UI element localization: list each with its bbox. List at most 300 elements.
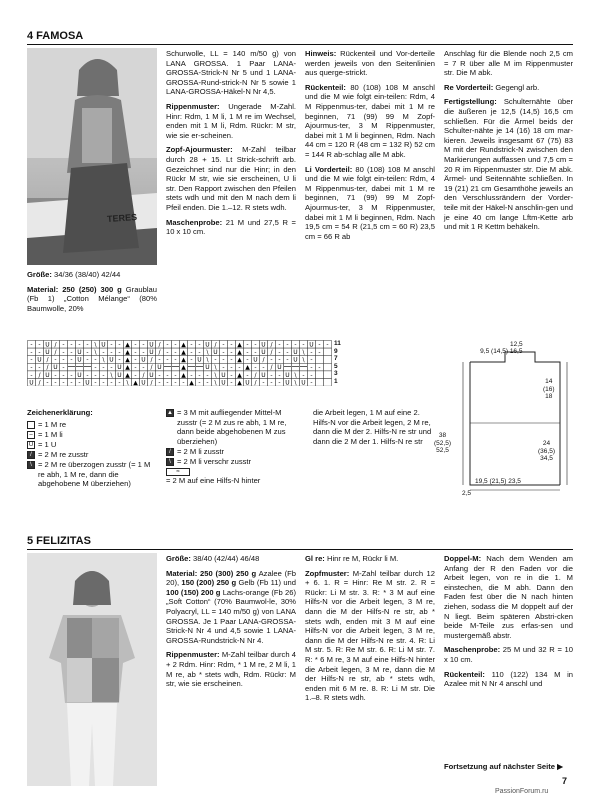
hinweis-text: Rückenteil und Vor-derteile werden jeweils von den Seitenlinien aus querge-strickt. xyxy=(305,49,435,78)
chart-symbol: - xyxy=(286,349,289,356)
chart-symbol: - xyxy=(38,349,41,356)
chart-symbol: ▲ xyxy=(189,379,194,386)
chart-symbol: - xyxy=(70,349,73,356)
chart-symbol: U xyxy=(205,364,210,372)
chart-cell xyxy=(316,379,324,387)
chart-symbol: \ xyxy=(126,379,129,386)
legend-item xyxy=(166,457,301,467)
chart-symbol: - xyxy=(254,341,257,349)
chart-symbol: - xyxy=(310,356,313,364)
row-number: 1 xyxy=(334,377,338,385)
chart-symbol: - xyxy=(278,371,281,379)
row-number: 3 xyxy=(334,370,338,378)
p2tog-icon: / xyxy=(166,448,174,456)
garment-schematic xyxy=(434,340,575,500)
chart-symbol: - xyxy=(70,341,73,349)
chart-symbol: - xyxy=(326,341,329,349)
schematic-measure: (36,5) xyxy=(538,447,555,455)
chart-symbol: - xyxy=(198,379,201,386)
chart-cell xyxy=(300,363,308,371)
zopf-ajourmuster-label: Zopf-Ajourmuster: xyxy=(166,145,233,155)
chart-symbol: - xyxy=(222,364,225,372)
chart-symbol: - xyxy=(30,349,33,356)
schematic-measure: 52,5 xyxy=(436,447,449,455)
chart-cell xyxy=(196,363,204,371)
size-label: Größe: xyxy=(27,270,52,279)
schematic-measure: 18 xyxy=(545,393,553,401)
chart-symbol: - xyxy=(46,379,49,386)
rueckenteil-text: 110 (122) 134 M in Azalee mit N Nr 4 anschl und xyxy=(444,669,573,689)
chart-symbol: - xyxy=(318,349,321,356)
row-number: 5 xyxy=(334,362,338,370)
felizitas-col-2 xyxy=(166,554,296,694)
chart-symbol: \ xyxy=(206,349,209,356)
chart-symbol: U xyxy=(157,364,162,372)
chart-symbol: - xyxy=(206,379,209,386)
chart-symbol: \ xyxy=(214,371,217,379)
knitting-chart-grid xyxy=(27,340,332,386)
chart-symbol: U xyxy=(85,379,90,386)
legend-title: Zeichenerklärung: xyxy=(27,408,93,417)
chart-symbol: / xyxy=(270,341,273,349)
chart-symbol: / xyxy=(46,356,49,364)
section-header-famosa: 4 FAMOSA xyxy=(27,30,573,45)
chart-symbol: ▲ xyxy=(237,356,242,364)
chart-cell xyxy=(324,363,332,371)
chart-symbol: U xyxy=(77,349,82,356)
chart-symbol: - xyxy=(166,379,169,386)
chart-symbol: - xyxy=(118,341,121,349)
legend-item xyxy=(27,430,152,440)
chart-cell xyxy=(284,363,292,371)
chart-symbol: U xyxy=(261,371,266,379)
material-label: Material: 250 (300) 250 g xyxy=(166,568,257,578)
chart-symbol: - xyxy=(94,364,97,372)
chart-symbol: - xyxy=(246,356,249,364)
chart-symbol: - xyxy=(190,349,193,356)
chart-symbol: - xyxy=(174,349,177,356)
chart-symbol: - xyxy=(86,371,89,379)
chart-symbol: - xyxy=(270,379,273,386)
chart-symbol: - xyxy=(62,371,65,379)
rippenmuster-text: Ungerade M-Zahl. Hinr: Rdm, 1 M li, 1 M re im Wechsel, enden mit 1 M li, Rdm. Rückr: M str, wie sie er-scheinen. xyxy=(166,101,296,140)
chart-symbol: - xyxy=(30,364,33,372)
chart-symbol: U xyxy=(277,364,282,372)
fertigstellung-label: Fertigstellung: xyxy=(444,97,497,107)
chart-cell xyxy=(324,379,332,387)
chart-symbol: - xyxy=(30,371,33,379)
doppel-m-text: Nach dem Wenden am Anfang der R den Faden vor die Arbeit legen, von re in die 1. M einstechen, die M abh. Dann den Faden fest über die N nach hinten ziehen, sodass die M doppelt auf der N liegt. Beim späteren Abstri-cken beide M-Teile zus erfas-sen und mustergemäß abstr. xyxy=(444,554,573,640)
chart-cell xyxy=(316,371,324,379)
zopf-ajourmuster-text: M-Zahl teilbar durch 28 + 15. Lt Strick-schrift arb. Gezeichnet sind nur die Hinr; in den Rückr M str, wie sie erscheinen, U li str. Den Rapport zwischen den Pfeilen stets wdh und mit den M nach dem li Pfeil enden. Die 1.–12. R stets wdh. xyxy=(166,145,296,212)
chart-symbol: U xyxy=(261,341,266,349)
chart-symbol: - xyxy=(38,341,41,349)
material-continued: Schurwolle, LL = 140 m/50 g) von LANA GROSSA. 1 Paar LANA-GROSSA-Strick-N Nr 5 und 1 LANA-GROSSA-Rund-strick-N Nr 5 sowie 1 LANA-GROSSA-Häkel-N Nr 4,5. xyxy=(166,49,296,97)
chart-symbol: - xyxy=(102,379,105,386)
chart-symbol: / xyxy=(262,356,265,364)
chart-symbol: - xyxy=(294,341,297,349)
legend-text: = 2 M li zusstr xyxy=(177,446,225,456)
cable-icon: ≈ xyxy=(166,468,190,476)
chart-symbol: - xyxy=(230,379,233,386)
chart-symbol: - xyxy=(214,356,217,364)
chart-symbol: U xyxy=(45,371,50,379)
chart-symbol: - xyxy=(262,364,265,372)
chart-symbol: \ xyxy=(214,379,217,386)
chart-symbol: - xyxy=(62,356,65,364)
chart-symbol: - xyxy=(166,349,169,356)
famosa-col-4 xyxy=(444,49,573,237)
chart-symbol: U xyxy=(149,349,154,356)
chart-symbol: - xyxy=(310,364,313,372)
li-vorderteil-label: Li Vorderteil: xyxy=(305,164,353,174)
material-text: Azalee (Fb 20), xyxy=(166,568,296,588)
chart-symbol: ▲ xyxy=(181,356,186,364)
chart-symbol: - xyxy=(142,341,145,349)
row-number: 9 xyxy=(334,347,338,355)
chart-symbol: / xyxy=(150,379,153,386)
schematic-right-upper xyxy=(543,378,555,401)
chart-cell xyxy=(68,363,76,371)
rippenmuster-label: Rippenmuster: xyxy=(166,101,220,111)
chart-symbol: / xyxy=(38,379,41,386)
rueckenteil-text: 80 (108) 108 M anschl und die M wie folgt ein-teilen: Rdm, 4 M Rippenmus-ter, dabei mit 1 M re beginnen, 71 (99) 99 M Zopf-Ajourmus-ter, 3 M Rippenmuster, dabei mit 1 M li beginnen, Rdm. Nach 44 cm = 120 R (48 cm = 132 R) 52 cm = 144 R ab-schlag alle M abk. xyxy=(305,82,435,159)
chart-symbol: - xyxy=(70,356,73,364)
chart-symbol: ▲ xyxy=(181,364,186,372)
chart-symbol: - xyxy=(142,349,145,356)
chart-symbol: - xyxy=(222,356,225,364)
legend-item xyxy=(166,408,301,446)
chart-symbol: - xyxy=(310,371,313,379)
chart-symbol: U xyxy=(285,379,290,386)
chart-symbol: \ xyxy=(294,379,297,386)
chart-symbol: / xyxy=(254,379,257,386)
chart-symbol: ▲ xyxy=(133,379,138,386)
chart-symbol: ▲ xyxy=(237,349,242,356)
chart-symbol: U xyxy=(109,356,114,364)
chart-symbol: - xyxy=(230,349,233,356)
chart-symbol: \ xyxy=(302,349,305,356)
chart-cell xyxy=(84,363,92,371)
chart-symbol: / xyxy=(38,371,41,379)
chart-symbol: / xyxy=(270,349,273,356)
li-vorderteil-text: 80 (108) 108 M anschl und die M wie folgt ein-teilen: Rdm, 4 M Rippenmus-ter, dabei mit 1 M re beginnen, 71 (99) 99 M Zopf-Ajourmus-ter, 3 M Rippenmuster, dabei mit 1 M li beginnen, Rdm. Nach 19,5 cm = 54 R (21,5 cm = 60 R) 23,5 cm = 66 R ab xyxy=(305,164,435,241)
chart-symbol: \ xyxy=(102,356,105,364)
chart-symbol: U xyxy=(253,356,258,364)
yarn-over-icon: U xyxy=(28,441,34,448)
chart-symbol: - xyxy=(286,356,289,364)
chart-symbol: - xyxy=(278,379,281,386)
chart-symbol: - xyxy=(190,356,193,364)
chart-symbol: - xyxy=(278,349,281,356)
chart-cell xyxy=(324,348,332,356)
legend-item xyxy=(27,440,152,450)
chart-symbol: - xyxy=(246,341,249,349)
size-label: Größe: xyxy=(166,554,191,563)
chart-symbol: \ xyxy=(110,371,113,379)
p2tog-tbl-icon: \ xyxy=(166,458,174,466)
felizitas-col-4 xyxy=(444,554,573,694)
chart-symbol: - xyxy=(142,364,145,372)
chart-symbol: ▲ xyxy=(181,349,186,356)
famosa-col-1 xyxy=(27,270,157,318)
size-value: 38/40 (42/44) 46/48 xyxy=(190,554,260,563)
chart-symbol: - xyxy=(198,341,201,349)
chart-symbol: - xyxy=(62,341,65,349)
chart-symbol: U xyxy=(45,341,50,349)
chart-symbol: ▲ xyxy=(181,341,186,349)
material-amount: 150 (200) 250 g xyxy=(181,578,237,588)
chart-symbol: - xyxy=(110,379,113,386)
schematic-measure: 19,5 (21,5) 23,5 xyxy=(475,478,521,485)
schematic-right-lower xyxy=(538,440,555,463)
legend-item xyxy=(27,450,152,460)
chart-symbol: - xyxy=(262,379,265,386)
chart-symbol: ▲ xyxy=(125,364,130,372)
legend-text: = 1 M re xyxy=(38,419,67,429)
chart-symbol: - xyxy=(174,341,177,349)
chart-symbol: U xyxy=(149,341,154,349)
chart-symbol: - xyxy=(38,364,41,372)
chart-symbol: / xyxy=(46,364,49,372)
legend-text: = 1 U xyxy=(38,439,57,449)
chart-symbol: - xyxy=(134,364,137,372)
chart-symbol: - xyxy=(286,341,289,349)
chart-symbol: - xyxy=(310,379,313,386)
chart-symbol: - xyxy=(158,379,161,386)
chart-symbol: - xyxy=(62,364,65,372)
schematic-measure: 14 xyxy=(545,378,553,385)
blende-text: Anschlag für die Blende noch 2,5 cm = 7 R über alle M im Rippenmuster str. Die M abk. xyxy=(444,49,573,78)
chart-symbol: - xyxy=(110,364,113,372)
chart-symbol: - xyxy=(278,341,281,349)
chart-symbol: - xyxy=(254,349,257,356)
chart-symbol: - xyxy=(238,364,241,372)
chart-symbol: - xyxy=(134,356,137,364)
chart-symbol: / xyxy=(54,341,57,349)
chart-symbol: - xyxy=(134,371,137,379)
chart-symbol: - xyxy=(190,341,193,349)
continuation-note[interactable]: Fortsetzung auf nächster Seite ▶ xyxy=(444,762,563,771)
chart-symbol: U xyxy=(213,349,218,356)
chart-symbol: - xyxy=(230,356,233,364)
chart-symbol: - xyxy=(62,379,65,386)
row-number: 11 xyxy=(334,340,341,347)
section-header-felizitas: 5 FELIZITAS xyxy=(27,535,573,550)
chart-symbol: - xyxy=(70,379,73,386)
chart-symbol: - xyxy=(222,341,225,349)
chart-symbol: - xyxy=(318,364,321,372)
schematic-measure: 12,5 xyxy=(510,341,523,348)
rippenmuster-text: M-Zahl teilbar durch 4 + 2 Rdm. Hinr: Rdm, * 1 M re, 2 M li, 1 M re, ab * stets wdh, Rdm. Rückr: M str, wie sie erscheinen. xyxy=(166,650,296,689)
schematic-drawing xyxy=(440,340,575,500)
chart-symbol: U xyxy=(37,356,42,364)
chart-symbol: - xyxy=(302,371,305,379)
cdd-icon: ▲ xyxy=(167,410,173,416)
chart-cell xyxy=(324,356,332,364)
chart-symbol: U xyxy=(77,371,82,379)
chart-symbol: ▲ xyxy=(237,379,242,386)
chart-symbol: U xyxy=(141,356,146,364)
chart-symbol: \ xyxy=(94,349,97,356)
legend-text: = 1 M li xyxy=(38,429,63,439)
gl-re-text: Hinr re M, Rückr li M. xyxy=(324,554,399,563)
chart-symbol: - xyxy=(86,341,89,349)
chart-symbol: - xyxy=(70,371,73,379)
chart-symbol: / xyxy=(214,341,217,349)
famosa-col-3 xyxy=(305,49,435,246)
hinweis-label: Hinweis: xyxy=(305,49,337,58)
chart-symbol: - xyxy=(318,341,321,349)
chart-symbol: - xyxy=(206,371,209,379)
size-value: 34/36 (38/40) 42/44 xyxy=(51,270,121,279)
chart-symbol: U xyxy=(117,371,122,379)
chart-symbol: U xyxy=(117,364,122,372)
chart-symbol: - xyxy=(118,356,121,364)
legend-text: = 2 M li verschr zusstr xyxy=(177,456,252,466)
chart-symbol: \ xyxy=(302,356,305,364)
chart-symbol: U xyxy=(141,379,146,386)
chart-symbol: / xyxy=(142,371,145,379)
chart-cell xyxy=(76,363,84,371)
chart-symbol: - xyxy=(86,349,89,356)
chart-symbol: / xyxy=(150,356,153,364)
felizitas-photo-illustration xyxy=(27,553,157,786)
legend-col-2 xyxy=(166,408,301,486)
chart-symbol: ▲ xyxy=(125,356,130,364)
chart-symbol: \ xyxy=(214,364,217,372)
legend-item xyxy=(166,467,301,486)
chart-symbol: \ xyxy=(294,371,297,379)
chart-cell xyxy=(188,363,196,371)
famosa-photo-illustration xyxy=(27,48,157,265)
material-label: Material: 250 (250) 300 g xyxy=(27,284,122,294)
gl-re-label: Gl re: xyxy=(305,554,325,563)
felizitas-col-3 xyxy=(305,554,435,708)
schematic-left xyxy=(434,432,451,455)
material-amount: 100 (150) 200 g xyxy=(166,587,221,597)
material-text: Graublau (Fb 1) „Cotton Mélange“ (80% Baumwolle, 20% xyxy=(27,284,157,313)
schematic-measure: 9,5 xyxy=(480,348,490,355)
chart-symbol: - xyxy=(86,356,89,364)
chart-symbol: - xyxy=(158,356,161,364)
re-vorderteil-label: Re Vorderteil: xyxy=(444,82,494,92)
chart-symbol: U xyxy=(45,349,50,356)
chart-symbol: \ xyxy=(206,356,209,364)
chart-symbol: - xyxy=(222,349,225,356)
chart-symbol: U xyxy=(197,356,202,364)
chart-cell xyxy=(172,363,180,371)
watermark: PassionForum.ru xyxy=(495,788,549,795)
chart-symbol: ▲ xyxy=(237,371,242,379)
chart-row-numbers xyxy=(334,340,341,386)
chart-symbol: U xyxy=(293,349,298,356)
chart-cell xyxy=(164,363,172,371)
purl-stitch-icon: – xyxy=(27,431,35,439)
legend-text: = 3 M mit aufliegender Mittel-M zusstr (= 2 M zus re abh, 1 M re, dann beide abgehobenen M zus überziehen) xyxy=(177,408,287,446)
chart-symbol: / xyxy=(270,364,273,372)
chart-symbol: - xyxy=(134,349,137,356)
chart-symbol: - xyxy=(94,379,97,386)
maschenprobe-text: 21 M und 27,5 R = 10 x 10 cm. xyxy=(166,217,296,237)
chart-symbol: - xyxy=(94,356,97,364)
maschenprobe-label: Maschenprobe: xyxy=(166,217,223,227)
chart-symbol: U xyxy=(301,379,306,386)
chart-symbol: U xyxy=(309,341,314,349)
chart-symbol: U xyxy=(77,356,82,364)
chart-cell xyxy=(316,356,324,364)
chart-symbol: U xyxy=(221,379,226,386)
chart-symbol: - xyxy=(118,349,121,356)
schematic-measure: 24 xyxy=(542,440,551,447)
chart-symbol: - xyxy=(182,379,185,386)
legend-cable-continued: die Arbeit legen, 1 M auf eine 2. Hilfs-N vor die Arbeit legen, 2 M re, dann die M der 2. Hilfs-N re str und dann die 2 M der 1. Hilfs-N re str xyxy=(313,408,432,446)
chart-symbol: - xyxy=(278,356,281,364)
rueckenteil-label: Rückenteil: xyxy=(305,82,346,92)
legend-col-3 xyxy=(313,408,433,446)
chart-symbol: - xyxy=(174,379,177,386)
famosa-photo xyxy=(27,48,157,265)
chart-symbol: / xyxy=(158,349,161,356)
chart-symbol: - xyxy=(270,371,273,379)
material-text: Lachs-orange (Fb 26) „Soft Cotton“ (70% Baumwol-le, 30% Polyacryl, LL = 140 m/50 g) von LANA GROSSA. Je 1 Paar LANA-GROSSA-Strick-N Nr 4 und 4,5 sowie 1 LANA-GROSSA-Rundstrick-N Nr 4. xyxy=(166,587,296,645)
chart-cell xyxy=(324,371,332,379)
chart-symbol: - xyxy=(190,371,193,379)
chart-symbol: - xyxy=(174,356,177,364)
chart-symbol: - xyxy=(254,364,257,372)
legend-text: = 2 M re überzogen zusstr (= 1 M re abh, 1 M re, dann die abgehobene M überziehen) xyxy=(38,459,151,489)
chart-symbol: - xyxy=(270,356,273,364)
chart-symbol: U xyxy=(293,356,298,364)
chart-symbol: U xyxy=(101,341,106,349)
knit-stitch-icon xyxy=(27,421,35,429)
chart-symbol: / xyxy=(254,371,257,379)
chart-symbol: - xyxy=(230,371,233,379)
chart-symbol: / xyxy=(150,364,153,372)
chart-symbol: - xyxy=(174,371,177,379)
chart-symbol: - xyxy=(166,371,169,379)
chart-symbol: - xyxy=(102,364,105,372)
schematic-top-label xyxy=(480,341,523,355)
chart-cell xyxy=(292,363,300,371)
chart-symbol: - xyxy=(102,371,105,379)
legend-item xyxy=(27,420,152,430)
felizitas-photo xyxy=(27,553,157,786)
chart-symbol: - xyxy=(78,379,81,386)
chart-symbol: - xyxy=(230,364,233,372)
chart-symbol: U xyxy=(205,341,210,349)
chart-symbol: ▲ xyxy=(245,364,250,372)
chart-symbol: - xyxy=(198,371,201,379)
k2tog-icon: / xyxy=(27,451,35,459)
schematic-measure: 38 xyxy=(438,432,447,439)
chart-symbol: - xyxy=(310,349,313,356)
chart-symbol: - xyxy=(94,371,97,379)
page-number: 7 xyxy=(562,776,568,786)
knitting-chart xyxy=(27,340,357,390)
chart-symbol: U xyxy=(285,371,290,379)
rippenmuster-label: Rippenmuster: xyxy=(166,650,220,660)
chart-symbol: / xyxy=(158,341,161,349)
chart-symbol: / xyxy=(54,349,57,356)
zopfmuster-label: Zopfmuster: xyxy=(305,568,350,578)
chart-symbol: U xyxy=(261,349,266,356)
chart-symbol: \ xyxy=(94,341,97,349)
chart-symbol: - xyxy=(158,371,161,379)
chart-symbol: U xyxy=(149,371,154,379)
chart-symbol: ▲ xyxy=(125,349,130,356)
chart-symbol: ▲ xyxy=(125,371,130,379)
